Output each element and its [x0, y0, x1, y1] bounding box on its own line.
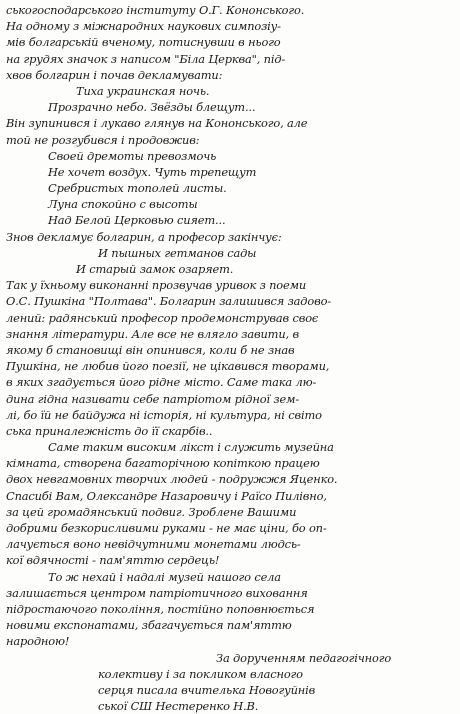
text-line: ськогосподарського інституту О.Г. Кононського.: [6, 3, 305, 17]
text-line: хвов болгарин і почав декламувати:: [6, 67, 223, 82]
poem-line: Тиха украинская ночь.: [76, 83, 210, 98]
text-line: лі, бо їй не байдужа ні історія, ні культура, ні світо: [6, 407, 322, 422]
text-line: кої вдячності - пам'яттю сердець!: [6, 553, 220, 568]
text-line: підростаючого покоління, постійно поповнюється: [6, 601, 315, 616]
text-line: Пушкіна, не любив його поезії, не цікавився творами,: [6, 359, 330, 374]
text-line: знання літератури. Але все не влягло завити, в: [6, 326, 299, 341]
poem-line: Своей дремоты превозмочь: [48, 148, 217, 163]
text-line: Саме таким високим лікст і служить музейна: [48, 440, 334, 455]
text-line: залишається центром патріотичного виховання: [6, 585, 308, 600]
poem-line: Луна спокойно с высоты: [48, 197, 198, 212]
text-line: за цей громадянський подвиг. Зроблене Вашими: [6, 504, 297, 519]
text-line: в яких згадується його рідне місто. Саме така лю-: [6, 375, 317, 390]
signature-line: колективу і за покликом власного: [98, 666, 303, 681]
text-line: новими експонатами, збагачується пам'яттю: [6, 618, 292, 633]
text-line: якому б становищі він опинився, коли б не знав: [6, 342, 295, 357]
signature-line: За дорученням педагогічного: [216, 650, 392, 665]
text-line: лений: радянський професор продемонстрував своє: [6, 310, 319, 325]
text-line: народною!: [6, 634, 70, 649]
text-line: Знов декламує болгарин, а професор закінчує:: [6, 229, 282, 244]
text-line: двох невгамовних творчих людей - подружжя Яценко.: [6, 472, 338, 487]
text-line: ська приналежність до її скарбів..: [6, 423, 213, 438]
poem-line: Сребристых тополей листы.: [48, 181, 227, 196]
text-line: Спасибі Вам, Олександре Назаровичу і Раїсо Пилівно,: [6, 488, 327, 503]
poem-line: Прозрачно небо. Звёзды блещут...: [48, 100, 256, 115]
text-line: Так у їхньому виконанні прозвучав уривок з поеми: [6, 278, 307, 293]
text-line: О.С. Пушкіна "Полтава". Болгарин залишився задово-: [6, 294, 331, 309]
signature-line: ської СШ Нестеренко Н.В.: [98, 699, 259, 714]
text-line: На одному з міжнародних наукових симпозіу-: [6, 19, 281, 34]
text-line: дина гідна називати себе патріотом рідної зем-: [6, 391, 300, 406]
text-line: лачується воно невідчутними монетами людсь-: [6, 537, 301, 552]
text-line: мів болгарській вченому, потиснувши в нього: [6, 35, 281, 50]
text-line: То ж нехай і надалі музей нашого села: [48, 569, 281, 584]
text-line: той не розгубився і продовжив:: [6, 132, 200, 147]
poem-line: И старый замок озаряет.: [76, 262, 234, 276]
poem-line: Над Белой Церковью сияет...: [48, 213, 226, 228]
signature-line: серця писала вчителька Новогуйнів: [98, 682, 316, 697]
text-line: добрими безкорисливими руками - не має ціни, бо оп-: [6, 521, 327, 535]
poem-line: И пышных гетманов сады: [98, 245, 257, 260]
text-line: на грудях значок з написом "Біла Церква", під-: [6, 51, 286, 66]
text-line: Він зупинився і лукаво глянув на Кононського, але: [6, 116, 308, 131]
text-line: кімната, створена багаторічною копіткою працею: [6, 456, 320, 471]
poem-line: Не хочет воздух. Чуть трепещут: [48, 164, 257, 179]
